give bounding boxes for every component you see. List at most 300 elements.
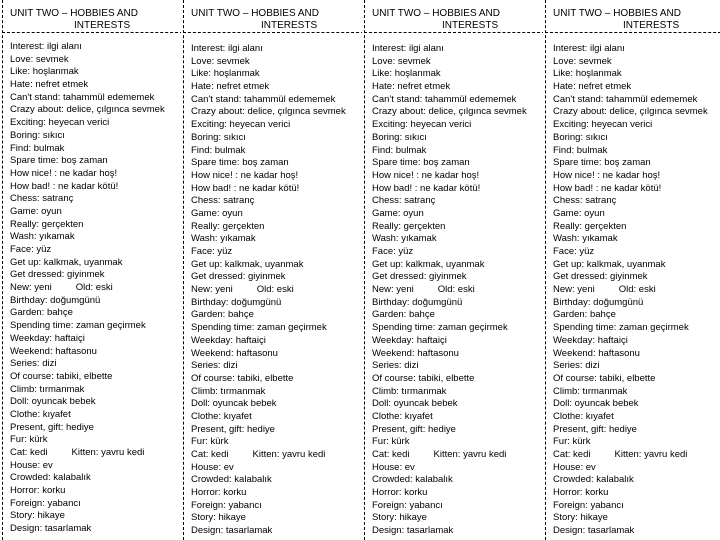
title-line-2: INTERESTS (74, 20, 131, 31)
vocab-entry: Interest: ilgi alanı (191, 43, 263, 54)
vocab-item (10, 41, 181, 54)
vocab-entry: Crowded: kalabalık (553, 474, 634, 486)
vocab-item (553, 360, 720, 373)
vocab-entry: Present, gift: hediye (553, 423, 637, 435)
vocab-entry: Fur: kürk (191, 436, 229, 448)
vocab-entry: Climb: tırmanmak (553, 385, 628, 397)
vocab-entry: Series: dizi (553, 360, 600, 372)
title-line-2: INTERESTS (261, 20, 318, 31)
title-line-1: UNIT TWO – HOBBIES AND (191, 8, 319, 19)
title-line-2: INTERESTS (623, 20, 680, 31)
vocab-item (553, 106, 720, 119)
vocab-item (191, 297, 362, 310)
vocab-item (372, 132, 543, 145)
vocab-entry: Horror: korku (553, 487, 609, 499)
vocab-item (553, 68, 720, 81)
vocab-item (553, 246, 720, 259)
vocab-item (10, 320, 181, 333)
vocab-item (372, 157, 543, 170)
vocab-entry: Chess: satranç (553, 195, 617, 207)
vocab-entry: Garden: bahçe (553, 309, 616, 321)
vocab-entry: Face: yüz (191, 246, 233, 257)
vocab-entry: How nice! : ne kadar hoş! (553, 169, 661, 181)
vocab-item (10, 384, 181, 397)
vocab-entry: Birthday: doğumgünü (553, 296, 644, 308)
vocab-item (372, 525, 543, 538)
vocab-item (553, 157, 720, 170)
vocab-item (553, 386, 720, 399)
vocab-entry: Crazy about: delice, çılgınca sevmek (191, 106, 346, 118)
vocab-entry: House: ev (372, 461, 415, 473)
vocab-item (191, 284, 362, 297)
title-line-1: UNIT TWO – HOBBIES AND (372, 8, 500, 19)
vocab-entry: Like: hoşlanmak (191, 68, 260, 80)
vocab-entry: Love: sevmek (553, 55, 612, 67)
vocab-entry: Boring: sıkıcı (372, 131, 427, 143)
vocab-entry: Foreign: yabancı (372, 499, 443, 511)
vocab-entry: House: ev (553, 461, 596, 473)
vocab-item (553, 373, 720, 386)
vocab-entry: Get dressed: giyinmek (191, 271, 286, 283)
vocab-item (10, 434, 181, 447)
vocab-item (553, 411, 720, 424)
vocab-entry: Spare time: boş zaman (191, 157, 289, 169)
vocab-item (191, 81, 362, 94)
vocab-entry: Weekday: haftaiçi (10, 332, 85, 344)
vocab-entry: House: ev (10, 459, 53, 471)
vocab-item (372, 335, 543, 348)
vocab-item (372, 56, 543, 69)
vocab-item (10, 371, 181, 384)
vocab-entry: Get up: kalkmak, uyanmak (10, 256, 123, 268)
vocab-item (553, 271, 720, 284)
vocab-item (553, 424, 720, 437)
vocab-item (10, 79, 181, 92)
vocab-list (191, 43, 362, 538)
vocab-entry: Birthday: doğumgünü (191, 296, 282, 308)
vocab-item (191, 259, 362, 272)
vocab-entry: Of course: tabiki, elbette (191, 372, 294, 384)
vocab-entry: Series: dizi (372, 360, 419, 372)
vocab-item (191, 335, 362, 348)
vocab-item (191, 487, 362, 500)
vocab-item (191, 94, 362, 107)
vocab-item (553, 132, 720, 145)
vocab-entry: Really: gerçekten (191, 220, 265, 232)
vocab-entry: House: ev (191, 461, 234, 473)
vocab-item (191, 183, 362, 196)
vocab-item (10, 54, 181, 67)
vocab-item (553, 398, 720, 411)
vocab-entry: Fur: kürk (372, 436, 410, 448)
vocab-entry: Can't stand: tahammül edememek (372, 93, 517, 105)
vocab-item (553, 43, 720, 56)
title-line-1: UNIT TWO – HOBBIES AND (553, 8, 681, 19)
vocab-item (553, 195, 720, 208)
vocab-entry: Get dressed: giyinmek (372, 271, 467, 283)
vocab-item (191, 56, 362, 69)
vocab-item (553, 309, 720, 322)
vocab-item (553, 284, 720, 297)
vocab-entry: Chess: satranç (191, 195, 255, 207)
vocab-entry: Doll: oyuncak bebek (372, 398, 458, 410)
vocab-entry: Spare time: boş zaman (10, 155, 108, 167)
vocab-entry: Design: tasarlamak (191, 525, 273, 537)
vocab-item (10, 219, 181, 232)
vocab-item (372, 208, 543, 221)
vocab-column-1 (0, 0, 181, 540)
vocab-item (372, 81, 543, 94)
vocab-entry: Weekend: haftasonu (10, 345, 97, 357)
vocab-item (10, 104, 181, 117)
vocab-entry: Weekend: haftasonu (372, 347, 459, 359)
vocab-column-2 (181, 0, 362, 540)
vocab-item (191, 436, 362, 449)
vocab-item (191, 195, 362, 208)
vocab-item (553, 525, 720, 538)
vocab-entry: Love: sevmek (10, 53, 69, 65)
vocab-item (553, 233, 720, 246)
vocab-entry: Like: hoşlanmak (372, 68, 441, 80)
vocab-item (191, 233, 362, 246)
vocab-entry: Doll: oyuncak bebek (553, 398, 639, 410)
vocab-entry: Series: dizi (191, 360, 238, 372)
vocab-item (372, 322, 543, 335)
vocab-item (372, 233, 543, 246)
vocab-entry: Exciting: heyecan verici (191, 119, 291, 131)
vocab-item (553, 297, 720, 310)
vocab-item (553, 119, 720, 132)
vocab-item (372, 487, 543, 500)
vocab-item (553, 56, 720, 69)
vocab-entry: How bad! : ne kadar kötü! (10, 180, 119, 192)
vocab-item (10, 346, 181, 359)
vocab-entry: Wash: yıkamak (10, 231, 75, 243)
vocab-entry: Fur: kürk (10, 434, 48, 446)
vocab-item (372, 94, 543, 107)
vocab-entry: Of course: tabiki, elbette (553, 372, 656, 384)
vocab-item (553, 208, 720, 221)
vocab-entry: Love: sevmek (372, 55, 431, 67)
title-line-1: UNIT TWO – HOBBIES AND (10, 8, 138, 19)
vocab-entry: Weekend: haftasonu (191, 347, 278, 359)
vocab-item (372, 398, 543, 411)
vocab-entry: Cat: kedi (10, 447, 48, 458)
vocab-entry: Get up: kalkmak, uyanmak (553, 258, 666, 270)
vocab-item (191, 411, 362, 424)
vocab-item (10, 269, 181, 282)
vocab-entry: Story: hikaye (553, 512, 608, 524)
vocab-item (191, 373, 362, 386)
vocab-entry: Can't stand: tahammül edememek (191, 93, 336, 105)
vocab-item (10, 422, 181, 435)
vocab-entry: Game: oyun (10, 205, 62, 217)
vocab-item (191, 221, 362, 234)
vocab-item (10, 447, 181, 460)
vocab-item (553, 348, 720, 361)
vocab-entry: Present, gift: hediye (372, 423, 456, 435)
vocab-item (10, 257, 181, 270)
vocab-entry: New: yeni (553, 284, 595, 296)
vocab-entry: New: yeni (191, 284, 233, 296)
vocab-item (191, 322, 362, 335)
vocab-item (10, 193, 181, 206)
vocab-item (191, 398, 362, 411)
vocab-entry: Like: hoşlanmak (553, 68, 622, 80)
vocab-item (372, 284, 543, 297)
vocab-entry: Exciting: heyecan verici (372, 119, 472, 131)
vocab-item (10, 498, 181, 511)
vocab-item (191, 386, 362, 399)
vocab-item (553, 322, 720, 335)
vocab-item (191, 271, 362, 284)
vocab-entry: How nice! : ne kadar hoş! (10, 167, 118, 179)
vocab-entry: Spending time: zaman geçirmek (10, 320, 146, 332)
vocab-entry: Crowded: kalabalık (10, 472, 91, 484)
vocab-list (553, 43, 720, 538)
vocab-entry-secondary: Kitten: yavru kedi (614, 449, 688, 460)
vocab-entry: Face: yüz (553, 246, 595, 257)
vocab-entry: Spending time: zaman geçirmek (372, 322, 508, 334)
vocab-item (10, 472, 181, 485)
vocab-item (191, 309, 362, 322)
vocab-entry: Garden: bahçe (372, 309, 435, 321)
vocab-entry: Get up: kalkmak, uyanmak (372, 258, 485, 270)
vocab-entry: Clothe: kıyafet (553, 410, 614, 422)
title-line-2: INTERESTS (442, 20, 499, 31)
vocab-entry: Really: gerçekten (10, 218, 84, 230)
title-separator (2, 32, 181, 33)
vocab-entry: Weekday: haftaiçi (372, 334, 447, 346)
vocab-item (191, 246, 362, 259)
vocab-item (10, 66, 181, 79)
vocab-entry-secondary: Old: eski (75, 282, 113, 294)
vocab-entry: Fur: kürk (553, 436, 591, 448)
vocab-entry: Crazy about: delice, çılgınca sevmek (553, 106, 708, 118)
vocab-entry: Horror: korku (10, 485, 66, 497)
vocab-entry: Series: dizi (10, 358, 57, 370)
vocab-item (10, 358, 181, 371)
vocab-entry: Face: yüz (372, 246, 414, 257)
vocab-item (372, 373, 543, 386)
vocab-item (191, 512, 362, 525)
vocab-entry: Chess: satranç (372, 195, 436, 207)
vocab-entry: Interest: ilgi alanı (553, 43, 625, 54)
column-title (372, 8, 543, 32)
vocab-item (372, 436, 543, 449)
vocab-item (191, 348, 362, 361)
vocab-item (10, 155, 181, 168)
vocab-entry: Exciting: heyecan verici (10, 117, 110, 129)
vocab-entry: Chess: satranç (10, 193, 74, 205)
vocab-item (372, 449, 543, 462)
vocab-item (191, 68, 362, 81)
vocab-entry: Foreign: yabancı (191, 499, 262, 511)
vocab-entry: Story: hikaye (10, 510, 65, 522)
vocab-entry: Present, gift: hediye (10, 421, 94, 433)
vocab-entry: Doll: oyuncak bebek (10, 396, 96, 408)
vocab-entry: Clothe: kıyafet (191, 410, 252, 422)
vocab-item (553, 259, 720, 272)
vocab-entry: Hate: nefret etmek (553, 81, 632, 93)
vocab-item (553, 145, 720, 158)
vocab-item (10, 244, 181, 257)
vocab-entry: How bad! : ne kadar kötü! (553, 182, 662, 194)
vocab-item (553, 81, 720, 94)
vocab-entry: Of course: tabiki, elbette (10, 370, 113, 382)
vocab-item (372, 386, 543, 399)
vocab-item (10, 409, 181, 422)
vocab-item (372, 474, 543, 487)
vocab-entry: Find: bulmak (10, 142, 65, 154)
vocab-entry: Get dressed: giyinmek (10, 269, 105, 281)
vocab-entry: Foreign: yabancı (10, 497, 81, 509)
vocab-entry: Hate: nefret etmek (191, 81, 270, 93)
vocab-entry: Cat: kedi (191, 449, 229, 460)
vocab-entry: Exciting: heyecan verici (553, 119, 653, 131)
vocab-entry-secondary: Kitten: yavru kedi (252, 449, 326, 460)
vocab-entry: Garden: bahçe (10, 307, 73, 319)
vocab-entry-secondary: Old: eski (618, 284, 656, 296)
title-separator (545, 32, 720, 33)
vocab-item (191, 500, 362, 513)
vocab-entry-secondary: Old: eski (256, 284, 294, 296)
vocab-entry: Wash: yıkamak (372, 233, 437, 245)
vocab-entry: Foreign: yabancı (553, 499, 624, 511)
vocab-entry: Boring: sıkıcı (553, 131, 608, 143)
vocab-entry: New: yeni (10, 282, 52, 294)
vocab-entry: Design: tasarlamak (10, 523, 92, 535)
vocab-entry: Spending time: zaman geçirmek (191, 322, 327, 334)
vocab-entry: Weekend: haftasonu (553, 347, 640, 359)
vocab-item (553, 335, 720, 348)
vocab-item (10, 282, 181, 295)
vocab-entry: Crowded: kalabalık (191, 474, 272, 486)
vocab-item (372, 119, 543, 132)
vocab-item (10, 460, 181, 473)
vocab-item (191, 43, 362, 56)
vocab-entry: Really: gerçekten (553, 220, 627, 232)
vocab-item (553, 474, 720, 487)
vocab-item (372, 68, 543, 81)
vocab-item (191, 474, 362, 487)
vocab-entry: Design: tasarlamak (553, 525, 635, 537)
vocab-entry: Game: oyun (553, 207, 605, 219)
vocab-item (372, 348, 543, 361)
vocab-entry: Story: hikaye (191, 512, 246, 524)
vocab-item (372, 246, 543, 259)
vocab-item (372, 424, 543, 437)
vocab-entry: New: yeni (372, 284, 414, 296)
vocab-item (553, 436, 720, 449)
vocab-entry: Climb: tırmanmak (191, 385, 266, 397)
title-separator (183, 32, 362, 33)
vocab-item (372, 360, 543, 373)
vocab-entry: Like: hoşlanmak (10, 66, 79, 78)
vocab-item (10, 396, 181, 409)
vocab-item (10, 523, 181, 536)
vocab-item (372, 500, 543, 513)
vocab-entry: Spending time: zaman geçirmek (553, 322, 689, 334)
vocab-entry: Game: oyun (191, 207, 243, 219)
vocab-list (10, 41, 181, 536)
vocab-entry: Birthday: doğumgünü (372, 296, 463, 308)
vocab-item (10, 485, 181, 498)
vocab-entry: Interest: ilgi alanı (10, 41, 82, 52)
vocab-entry: Find: bulmak (372, 144, 427, 156)
vocab-item (191, 119, 362, 132)
vocab-item (10, 333, 181, 346)
vocab-entry: Boring: sıkıcı (191, 131, 246, 143)
vocab-item (372, 297, 543, 310)
vocab-item (372, 271, 543, 284)
vocab-entry: How nice! : ne kadar hoş! (191, 169, 299, 181)
vocab-entry: Find: bulmak (191, 144, 246, 156)
vocab-entry: Of course: tabiki, elbette (372, 372, 475, 384)
vocab-item (10, 130, 181, 143)
vocab-entry: Crowded: kalabalık (372, 474, 453, 486)
vocab-entry: Present, gift: hediye (191, 423, 275, 435)
vocab-entry: Garden: bahçe (191, 309, 254, 321)
vocab-entry: Crazy about: delice, çılgınca sevmek (372, 106, 527, 118)
vocab-item (553, 500, 720, 513)
vocab-item (191, 170, 362, 183)
column-title (553, 8, 720, 32)
vocab-entry: Doll: oyuncak bebek (191, 398, 277, 410)
vocab-entry: Cat: kedi (553, 449, 591, 460)
vocab-item (191, 106, 362, 119)
vocab-entry: How nice! : ne kadar hoş! (372, 169, 480, 181)
vocab-item (191, 424, 362, 437)
vocab-item (553, 170, 720, 183)
vocab-entry: Hate: nefret etmek (372, 81, 451, 93)
vocab-item (10, 510, 181, 523)
vocab-entry: Interest: ilgi alanı (372, 43, 444, 54)
vocab-entry: Get up: kalkmak, uyanmak (191, 258, 304, 270)
vocab-item (372, 43, 543, 56)
vocab-entry: Design: tasarlamak (372, 525, 454, 537)
vocab-entry: Climb: tırmanmak (372, 385, 447, 397)
vocab-item (372, 411, 543, 424)
vocab-item (372, 462, 543, 475)
vocab-item (372, 170, 543, 183)
vocab-item (191, 157, 362, 170)
vocab-item (191, 132, 362, 145)
vocab-item (553, 94, 720, 107)
vocab-entry-secondary: Kitten: yavru kedi (433, 449, 507, 460)
vocab-entry: Horror: korku (372, 487, 428, 499)
vocab-item (10, 295, 181, 308)
vocab-item (10, 231, 181, 244)
vocab-item (191, 360, 362, 373)
vocab-entry: Weekday: haftaiçi (191, 334, 266, 346)
vocab-entry: Can't stand: tahammül edememek (10, 91, 155, 103)
vocab-item (553, 449, 720, 462)
title-separator (364, 32, 543, 33)
vocab-entry: Climb: tırmanmak (10, 383, 85, 395)
vocab-entry: Hate: nefret etmek (10, 79, 89, 91)
vocab-item (553, 221, 720, 234)
vocab-item (553, 183, 720, 196)
vocab-entry: Wash: yıkamak (191, 233, 256, 245)
vocab-entry-secondary: Kitten: yavru kedi (71, 447, 145, 458)
vocab-item (372, 145, 543, 158)
vocab-column-4 (543, 0, 720, 540)
vocab-item (191, 462, 362, 475)
vocab-item (372, 183, 543, 196)
vocab-entry: Love: sevmek (191, 55, 250, 67)
vocab-entry: Face: yüz (10, 244, 52, 255)
